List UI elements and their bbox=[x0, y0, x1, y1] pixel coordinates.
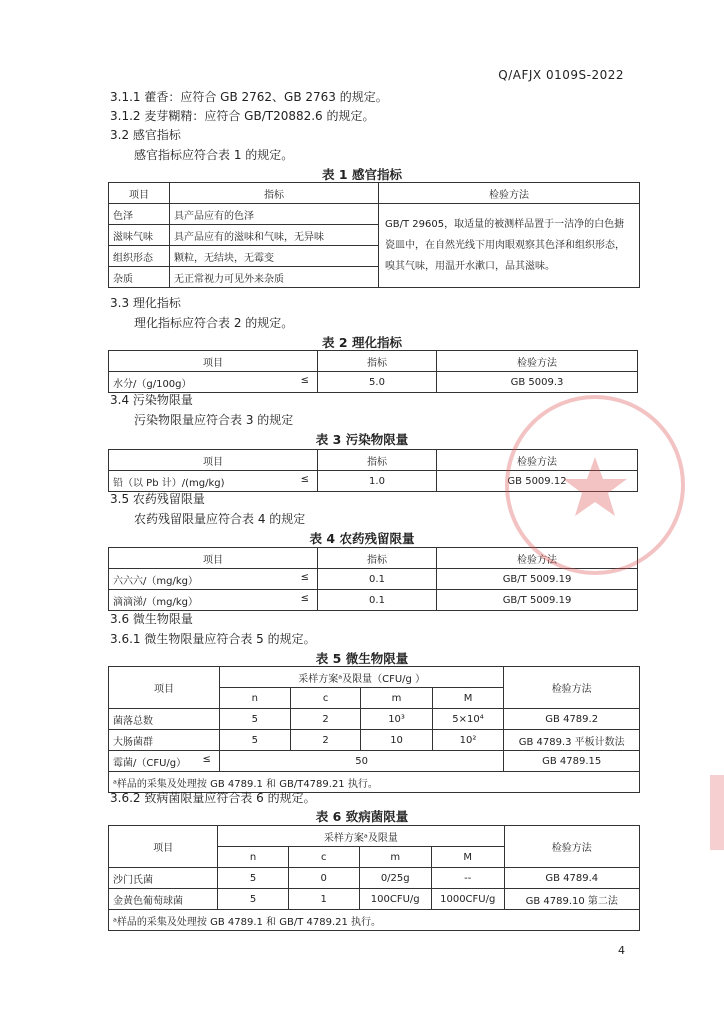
t1-row-index: 颗粒，无结块，无霉变 bbox=[170, 246, 379, 267]
t1-row-index: 无正常视力可见外来杂质 bbox=[170, 267, 379, 288]
t3-method: GB 5009.12 bbox=[437, 471, 638, 492]
t6-row-item: 金黄色葡萄球菌 bbox=[109, 889, 218, 910]
t2-method: GB 5009.3 bbox=[437, 372, 638, 393]
t4-item: 六六六/（mg/kg） bbox=[113, 575, 198, 587]
table-2-caption: 表 2 理化指标 bbox=[322, 335, 402, 350]
t4-header-item: 项目 bbox=[109, 548, 318, 569]
t1-row-index: 具产品应有的色泽 bbox=[170, 204, 379, 225]
t5-mold-item bbox=[109, 751, 220, 772]
table-5-microbial bbox=[108, 666, 640, 793]
t5-footnote: ᵃ样品的采集及处理按 GB 4789.1 和 GB/T4789.21 执行。 bbox=[109, 772, 640, 793]
t1-row-item: 滋味气味 bbox=[109, 225, 170, 246]
clause-3-1-2: 3.1.2 麦芽糊精：应符合 GB/T20882.6 的规定。 bbox=[110, 109, 375, 123]
t5-c: 2 bbox=[290, 730, 361, 751]
t5-M: 5×10⁴ bbox=[432, 709, 504, 730]
t5-m: 10 bbox=[361, 730, 432, 751]
t6-header-plan: 采样方案ᵃ及限量 bbox=[218, 826, 504, 847]
t3-header-method: 检验方法 bbox=[437, 450, 638, 471]
t2-header-index: 指标 bbox=[318, 351, 437, 372]
t6-c: 0 bbox=[288, 868, 359, 889]
table-3-caption: 表 3 污染物限量 bbox=[315, 432, 409, 447]
table-4-caption: 表 4 农药残留限量 bbox=[309, 531, 415, 546]
t6-col-m: m bbox=[359, 847, 431, 868]
t5-m: 10³ bbox=[361, 709, 432, 730]
table-1-caption: 表 1 感官指标 bbox=[322, 167, 402, 182]
table-2-physicochemical bbox=[108, 350, 638, 393]
t2-row-item bbox=[109, 372, 318, 393]
t4-method: GB/T 5009.19 bbox=[437, 590, 638, 611]
t5-row-item: 菌落总数 bbox=[109, 709, 220, 730]
t5-method: GB 4789.2 bbox=[504, 709, 640, 730]
clause-3-6-2: 3.6.2 致病菌限量应符合表 6 的规定。 bbox=[110, 791, 316, 805]
clause-3-1-1: 3.1.1 藿香：应符合 GB 2762、GB 2763 的规定。 bbox=[110, 90, 388, 104]
seal-edge-mark bbox=[710, 775, 724, 850]
t6-footnote: ᵃ样品的采集及处理按 GB 4789.1 和 GB/T 4789.21 执行。 bbox=[109, 910, 640, 931]
le-sign: ≤ bbox=[300, 374, 309, 386]
t5-n: 5 bbox=[219, 709, 290, 730]
t5-row-item: 大肠菌群 bbox=[109, 730, 220, 751]
clause-3-6-1: 3.6.1 微生物限量应符合表 5 的规定。 bbox=[110, 632, 316, 646]
t1-method: GB/T 29605，取适量的被测样品置于一洁净的白色搪瓷皿中，在自然光线下用肉眼观察其色泽和组织形态，嗅其气味，用温开水漱口，品其滋味。 bbox=[379, 204, 640, 288]
section-3-2-heading: 3.2 感官指标 bbox=[110, 128, 181, 142]
t5-c: 2 bbox=[290, 709, 361, 730]
t4-item: 滴滴涕/（mg/kg） bbox=[113, 596, 198, 608]
section-3-4-heading: 3.4 污染物限量 bbox=[110, 393, 193, 407]
t5-mold-label: 霉菌/（CFU/g） bbox=[113, 757, 187, 769]
t2-header-item: 项目 bbox=[109, 351, 318, 372]
t6-col-n: n bbox=[218, 847, 289, 868]
t6-n: 5 bbox=[218, 868, 289, 889]
t4-header-index: 指标 bbox=[318, 548, 437, 569]
t1-row-item: 色泽 bbox=[109, 204, 170, 225]
t1-header-item: 项目 bbox=[109, 183, 170, 204]
section-3-4-text: 污染物限量应符合表 3 的规定 bbox=[134, 413, 294, 427]
t3-item: 铅（以 Pb 计）/(mg/kg) bbox=[113, 477, 225, 489]
t6-col-M: M bbox=[431, 847, 504, 868]
t4-value: 0.1 bbox=[318, 590, 437, 611]
t5-header-method: 检验方法 bbox=[504, 667, 640, 709]
t1-header-index: 指标 bbox=[170, 183, 379, 204]
t4-row-item bbox=[109, 590, 318, 611]
t5-M: 10² bbox=[432, 730, 504, 751]
t5-header-plan: 采样方案ᵃ及限量（CFU/g ） bbox=[219, 667, 503, 688]
t2-item: 水分/（g/100g） bbox=[113, 378, 192, 390]
table-6-pathogens bbox=[108, 825, 640, 931]
section-3-3-heading: 3.3 理化指标 bbox=[110, 296, 181, 310]
seal-star-icon bbox=[509, 399, 681, 571]
t6-method: GB 4789.4 bbox=[504, 868, 639, 889]
t3-header-item: 项目 bbox=[109, 450, 318, 471]
t5-col-c: c bbox=[290, 688, 361, 709]
table-1-sensory bbox=[108, 182, 640, 288]
t5-mold-value: 50 bbox=[219, 751, 503, 772]
t6-method: GB 4789.10 第二法 bbox=[504, 889, 639, 910]
t1-header-method: 检验方法 bbox=[379, 183, 640, 204]
t5-mold-method: GB 4789.15 bbox=[504, 751, 640, 772]
company-seal bbox=[505, 395, 685, 575]
t5-col-M: M bbox=[432, 688, 504, 709]
t6-n: 5 bbox=[218, 889, 289, 910]
le-sign: ≤ bbox=[300, 592, 309, 604]
t4-header-method: 检验方法 bbox=[437, 548, 638, 569]
table-5-caption: 表 5 微生物限量 bbox=[315, 651, 409, 666]
t4-value: 0.1 bbox=[318, 569, 437, 590]
t4-method: GB/T 5009.19 bbox=[437, 569, 638, 590]
le-sign: ≤ bbox=[300, 473, 309, 485]
t6-row-item: 沙门氏菌 bbox=[109, 868, 218, 889]
section-3-6-heading: 3.6 微生物限量 bbox=[110, 612, 193, 626]
le-sign: ≤ bbox=[202, 753, 211, 765]
standard-number: Q/AFJX 0109S-2022 bbox=[498, 68, 624, 82]
table-6-caption: 表 6 致病菌限量 bbox=[315, 809, 409, 824]
t1-row-item: 杂质 bbox=[109, 267, 170, 288]
t5-n: 5 bbox=[219, 730, 290, 751]
t6-col-c: c bbox=[288, 847, 359, 868]
t3-header-index: 指标 bbox=[318, 450, 437, 471]
t5-method: GB 4789.3 平板计数法 bbox=[504, 730, 640, 751]
t6-header-item: 项目 bbox=[109, 826, 218, 868]
page-number: 4 bbox=[618, 944, 625, 957]
section-3-3-text: 理化指标应符合表 2 的规定。 bbox=[134, 316, 294, 330]
t6-c: 1 bbox=[288, 889, 359, 910]
t5-header-item: 项目 bbox=[109, 667, 220, 709]
t1-row-item: 组织形态 bbox=[109, 246, 170, 267]
section-3-5-heading: 3.5 农药残留限量 bbox=[110, 492, 205, 506]
t6-m: 100CFU/g bbox=[359, 889, 431, 910]
section-3-2-text: 感官指标应符合表 1 的规定。 bbox=[134, 148, 294, 162]
t3-value: 1.0 bbox=[318, 471, 437, 492]
t2-header-method: 检验方法 bbox=[437, 351, 638, 372]
t4-row-item bbox=[109, 569, 318, 590]
t6-m: 0/25g bbox=[359, 868, 431, 889]
t6-M: -- bbox=[431, 868, 504, 889]
section-3-5-text: 农药残留限量应符合表 4 的规定 bbox=[134, 512, 306, 526]
t3-row-item bbox=[109, 471, 318, 492]
t1-row-index: 具产品应有的滋味和气味，无异味 bbox=[170, 225, 379, 246]
t6-M: 1000CFU/g bbox=[431, 889, 504, 910]
t5-col-n: n bbox=[219, 688, 290, 709]
t2-value: 5.0 bbox=[318, 372, 437, 393]
t6-header-method: 检验方法 bbox=[504, 826, 639, 868]
t5-col-m: m bbox=[361, 688, 432, 709]
le-sign: ≤ bbox=[300, 571, 309, 583]
